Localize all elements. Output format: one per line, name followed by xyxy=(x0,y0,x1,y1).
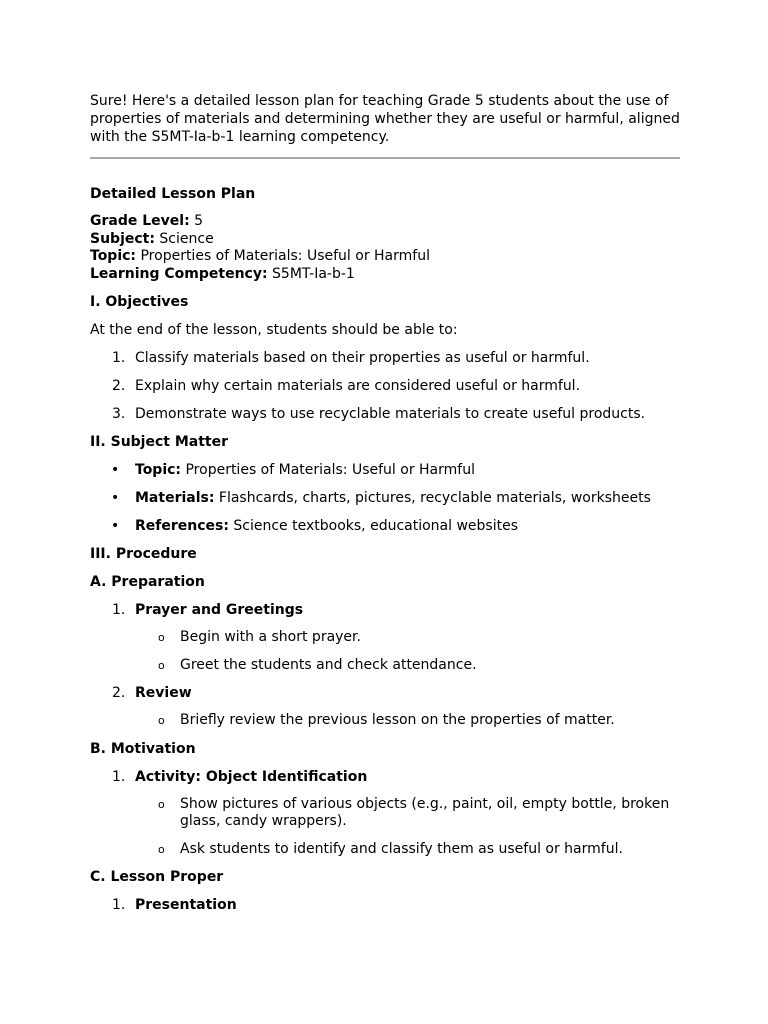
meta-topic-label: Topic: xyxy=(90,248,137,264)
subject-matter-heading: II. Subject Matter xyxy=(90,434,229,450)
sublist-item xyxy=(90,657,680,675)
meta-topic xyxy=(90,248,680,266)
circle-bullet-icon: o xyxy=(158,714,165,727)
list-item xyxy=(90,377,680,395)
list-item xyxy=(90,405,680,423)
intro-paragraph: Sure! Here's a detailed lesson plan for teaching Grade 5 students about the use of properties of materials and determining whether they are useful or harmful, aligned with the S5MT-Ia-b-1 learning competency. xyxy=(90,93,680,145)
subject-matter-list xyxy=(90,461,680,535)
meta-grade-value: 5 xyxy=(189,213,204,229)
lesson-proper-list xyxy=(90,896,680,914)
list-number: 3. xyxy=(112,406,126,422)
activity-sublist xyxy=(90,796,680,859)
review-sublist xyxy=(90,712,680,730)
list-item-text: Properties of Materials: Useful or Harmful xyxy=(181,462,475,478)
lesson-meta xyxy=(90,213,680,283)
meta-competency-label: Learning Competency: xyxy=(90,265,268,282)
meta-subject-value: Science xyxy=(154,230,214,247)
sublist-item xyxy=(90,712,680,730)
sublist-item xyxy=(90,796,680,831)
meta-grade xyxy=(90,213,680,231)
list-item xyxy=(90,461,680,479)
list-item xyxy=(90,684,680,702)
meta-competency xyxy=(90,266,680,284)
meta-subject-label: Subject: xyxy=(90,230,155,247)
sublist-item-text: Ask students to identify and classify them as useful or harmful. xyxy=(180,840,623,857)
circle-bullet-icon: o xyxy=(158,842,165,856)
objectives-lead: At the end of the lesson, students should be able to: xyxy=(90,322,458,338)
step-title: Prayer and Greetings xyxy=(135,602,304,618)
list-item-label: References: xyxy=(135,518,229,534)
circle-bullet-icon: o xyxy=(158,631,165,644)
meta-grade-label: Grade Level: xyxy=(90,213,190,229)
lesson-proper-heading: C. Lesson Proper xyxy=(90,869,224,885)
list-item xyxy=(90,896,680,914)
sublist-item-text: Greet the students and check attendance. xyxy=(180,656,477,673)
list-item-label: Topic: xyxy=(135,462,182,478)
list-item-text: Demonstrate ways to use recyclable materials to create useful products. xyxy=(135,406,646,422)
list-item-text: Explain why certain materials are considered useful or harmful. xyxy=(135,378,581,394)
list-item xyxy=(90,517,680,535)
procedure-heading: III. Procedure xyxy=(90,546,197,562)
meta-subject xyxy=(90,231,680,249)
list-item-label: Materials: xyxy=(135,490,215,506)
preparation-heading: A. Preparation xyxy=(90,574,205,590)
objectives-list xyxy=(90,349,680,423)
bullet-icon: • xyxy=(111,462,120,478)
meta-competency-value: S5MT-Ia-b-1 xyxy=(267,265,355,282)
meta-topic-value: Properties of Materials: Useful or Harmful xyxy=(136,248,430,264)
list-item xyxy=(90,489,680,507)
circle-bullet-icon: o xyxy=(158,797,165,811)
list-item-text: Science textbooks, educational websites xyxy=(228,518,518,534)
motivation-heading: B. Motivation xyxy=(90,740,196,757)
list-number: 1. xyxy=(112,897,126,913)
prayer-sublist xyxy=(90,629,680,674)
sublist-item-text: Briefly review the previous lesson on the properties of matter. xyxy=(180,712,615,728)
list-item xyxy=(90,349,680,367)
list-item xyxy=(90,601,680,619)
motivation-list xyxy=(90,768,680,786)
list-item xyxy=(90,768,680,786)
bullet-icon: • xyxy=(111,518,120,534)
bullet-icon: • xyxy=(111,490,120,506)
list-number: 1. xyxy=(112,350,126,366)
sublist-item xyxy=(90,841,680,859)
list-number: 2. xyxy=(112,378,126,394)
list-item-text: Flashcards, charts, pictures, recyclable materials, worksheets xyxy=(214,490,651,506)
list-number: 1. xyxy=(112,768,126,785)
preparation-list xyxy=(90,601,680,619)
list-item-text: Classify materials based on their properties as useful or harmful. xyxy=(135,350,590,366)
list-number: 1. xyxy=(112,602,126,618)
document-title: Detailed Lesson Plan xyxy=(90,186,256,202)
sublist-item-text: Begin with a short prayer. xyxy=(180,629,361,645)
step-title: Presentation xyxy=(135,897,237,913)
sublist-item-text: Show pictures of various objects (e.g., paint, oil, empty bottle, broken glass, candy wrappers). xyxy=(180,795,670,829)
circle-bullet-icon: o xyxy=(158,658,165,672)
horizontal-divider xyxy=(90,157,680,159)
step-title: Review xyxy=(135,685,192,701)
preparation-list-2 xyxy=(90,684,680,702)
objectives-heading: I. Objectives xyxy=(90,294,189,310)
sublist-item xyxy=(90,629,680,647)
list-number: 2. xyxy=(112,685,126,701)
step-title: Activity: Object Identification xyxy=(135,768,368,785)
document-page xyxy=(90,92,680,914)
